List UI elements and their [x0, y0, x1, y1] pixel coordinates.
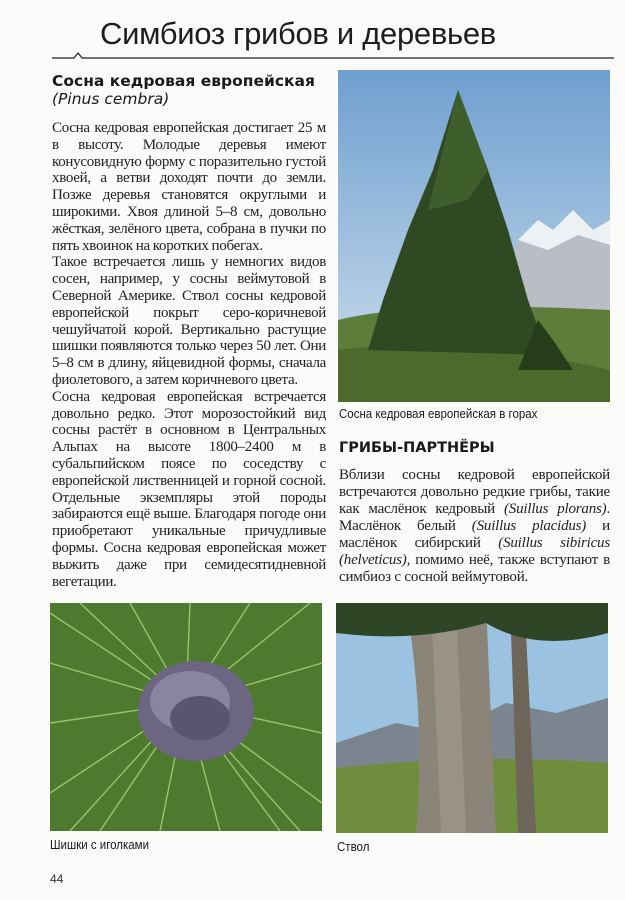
- article-body: [52, 120, 326, 590]
- text: Вблизи сосны кедровой европейской встречаются довольно редкие грибы, такие как маслёнок кедровый: [339, 467, 610, 517]
- text: и маслёнок сибирский: [339, 518, 610, 551]
- caption-cone: Шишки с иголками: [50, 838, 150, 852]
- latin-name: (Suillus sibiricus (helveticus): [339, 535, 610, 568]
- article-heading: [52, 72, 332, 108]
- paragraph: Сосна кедровая европейская встречается довольно редко. Этот морозостойкий вид сосны растёт в основном в Центральных Альпах на высоте 1800–2400 м в субальпийском поясе по соседству с европейской лиственницей и горной сосной. Отдельные экземпляры этой породы забираются ещё выше. Благодаря погоде они приобретают уникальные причудливые формы. Сосна кедровая европейская может выжить даже при семидесятидневной вегетации.: [52, 388, 326, 590]
- latin-name: (Suillus plorans): [503, 501, 607, 517]
- caption-tree: Сосна кедровая европейская в горах: [339, 407, 538, 421]
- section-heading: ГРИБЫ-ПАРТНЁРЫ: [339, 440, 495, 456]
- photo-pine-in-mountains: [338, 70, 610, 402]
- caption-trunk: Ствол: [337, 840, 370, 854]
- latin-name: (Suillus placidus): [471, 518, 587, 534]
- text: . Маслёнок белый: [339, 501, 610, 534]
- species-name: Сосна кедровая европейская: [52, 72, 315, 90]
- photo-trunk: [336, 603, 608, 833]
- species-latin-name: (Pinus cembra): [52, 90, 170, 108]
- paragraph: Такое встречается лишь у немногих видов сосен, например, у сосны веймутовой в Северной Америке. Ствол сосны кедровой европейской покрыт серо-коричневой чешуйчатой корой. Вертикально растущие шишки появляются только через 50 лет. Они 5–8 см в длину, яйцевидной формы, сначала фиолетового, а затем коричневого цвета.: [52, 254, 326, 388]
- header-rule: [52, 52, 614, 60]
- text: , помимо неё, также вступают в симбиоз с сосной веймутовой.: [339, 552, 610, 585]
- photo-cone-with-needles: [50, 603, 322, 831]
- partners-text: [339, 467, 610, 586]
- paragraph: Сосна кедровая европейская достигает 25 м в высоту. Молодые деревья имеют конусовидную форму с поразительно густой хвоей, а ветви доходят почти до земли. Позже деревья становятся округлыми и широкими. Хвоя длиной 5–8 см, довольно жёсткая, зелёного цвета, собрана в пучки по пять хвоинок на коротких побегах.: [52, 120, 326, 254]
- page-title: Симбиоз грибов и деревьев: [100, 16, 496, 51]
- page-number: 44: [50, 872, 64, 886]
